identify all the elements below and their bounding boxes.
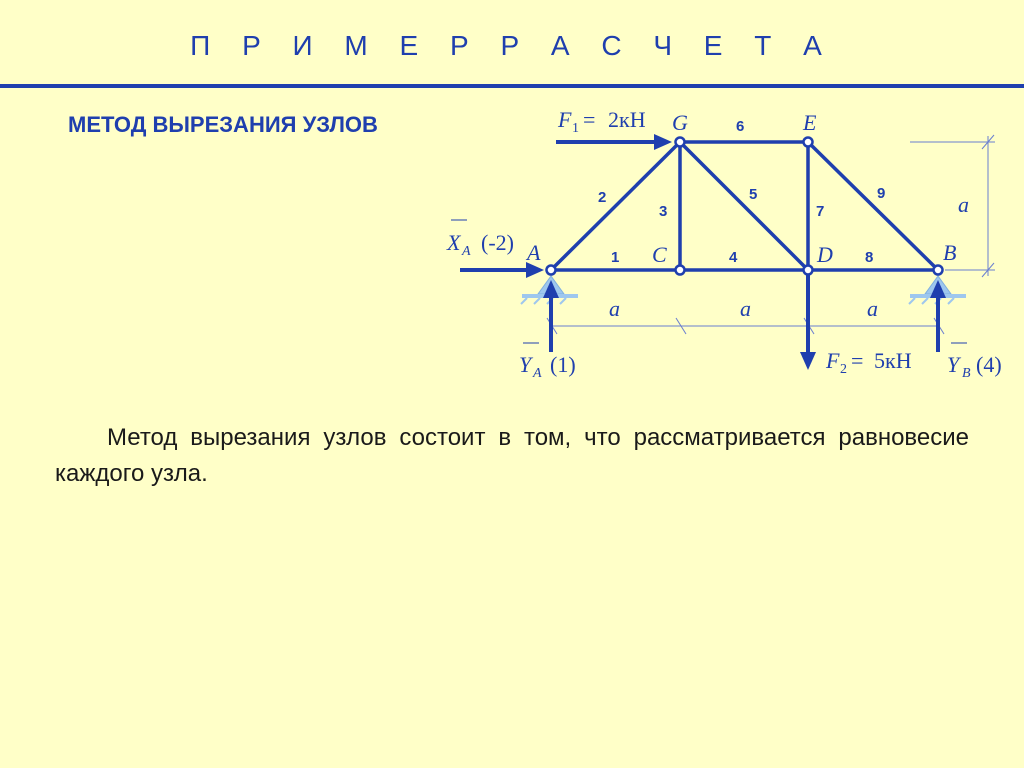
svg-text:Y: Y xyxy=(947,352,960,377)
node-d xyxy=(804,266,813,275)
svg-text:(-2): (-2) xyxy=(481,230,514,255)
body-paragraph-text: Метод вырезания узлов состоит в том, что рассматривается равновесие каждого узла. xyxy=(55,424,969,487)
reaction-ya-label xyxy=(519,343,576,381)
dimension-label-a2: a xyxy=(740,296,751,321)
svg-text:B: B xyxy=(962,366,971,381)
svg-text:Y: Y xyxy=(519,352,532,377)
node-label-g: G xyxy=(672,110,688,135)
member-label-1: 1 xyxy=(611,249,620,266)
svg-text:2: 2 xyxy=(840,362,847,377)
node-e xyxy=(804,138,813,147)
member-label-9: 9 xyxy=(877,185,886,202)
member-label-8: 8 xyxy=(865,249,874,266)
node-label-b: B xyxy=(943,240,957,265)
svg-text:2кН: 2кН xyxy=(608,107,646,132)
node-label-c: C xyxy=(652,242,667,267)
svg-text:(4): (4) xyxy=(976,352,1002,377)
member-label-4: 4 xyxy=(729,249,738,266)
force-f1-arrow xyxy=(556,134,672,150)
page-title: П Р И М Е Р Р А С Ч Е Т А xyxy=(190,30,834,61)
node-g xyxy=(676,138,685,147)
svg-text:=: = xyxy=(851,348,864,373)
dimension-label-height: a xyxy=(958,192,969,217)
node-label-d: D xyxy=(817,242,833,267)
member-label-5: 5 xyxy=(749,186,758,203)
node-label-e: E xyxy=(803,110,817,135)
node-a xyxy=(547,266,556,275)
force-f1-label xyxy=(557,107,646,136)
member-label-3: 3 xyxy=(659,203,668,220)
svg-text:1: 1 xyxy=(572,121,579,136)
member-label-2: 2 xyxy=(598,189,607,206)
node-label-a: A xyxy=(527,240,541,265)
member-label-7: 7 xyxy=(816,203,825,220)
svg-text:F: F xyxy=(558,107,572,132)
svg-text:F: F xyxy=(826,348,840,373)
svg-text:=: = xyxy=(583,107,596,132)
body-paragraph xyxy=(55,420,969,492)
force-f2-label xyxy=(825,348,912,377)
dimension-label-a1: a xyxy=(609,296,620,321)
reaction-yb-label xyxy=(947,343,1002,381)
svg-text:X: X xyxy=(447,230,461,255)
dimension-label-a3: a xyxy=(867,296,878,321)
member-5 xyxy=(680,142,808,270)
svg-text:A: A xyxy=(462,244,471,259)
member-label-6: 6 xyxy=(736,118,745,135)
node-c xyxy=(676,266,685,275)
svg-text:A: A xyxy=(533,366,542,381)
svg-text:5кН: 5кН xyxy=(874,348,912,373)
force-f2-arrow xyxy=(800,274,816,370)
reaction-xa-label xyxy=(446,220,514,259)
node-b xyxy=(934,266,943,275)
svg-text:(1): (1) xyxy=(550,352,576,377)
section-heading: МЕТОД ВЫРЕЗАНИЯ УЗЛОВ xyxy=(68,112,378,137)
